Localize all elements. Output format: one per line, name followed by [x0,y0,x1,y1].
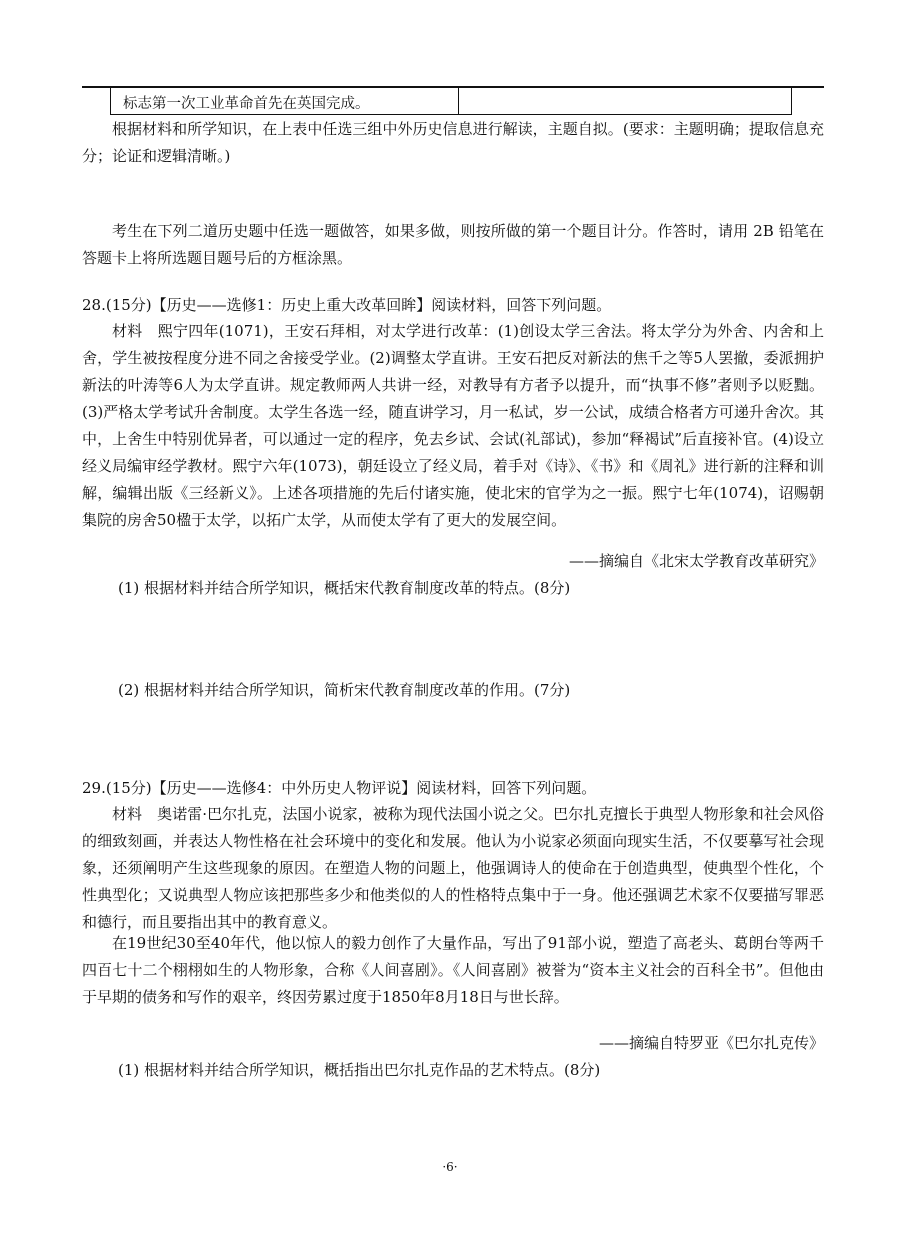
q28-header: 28.(15分)【历史——选修1：历史上重大改革回眸】阅读材料，回答下列问题。 [82,296,612,314]
q28-material: 材料 熙宁四年(1071)，王安石拜相，对太学进行改革：(1)创设太学三舍法。将太学分为外舍、内舍和上舍，学生被按程度分进不同之舍接受学业。(2)调整太学直讲。王安石把反对新法的焦千之等5人罢撤，委派拥护新法的叶涛等6人为太学直讲。规定教师两人共讲一经，对教导有方者予以提升，而“执事不修”者则予以贬黜。(3)严格太学考试升舍制度。太学生各选一经，随直讲学习，月一私试，岁一公试，成绩合格者方可递升舍次。其中，上舍生中特别优异者，可以通过一定的程序，免去乡试、会试(礼部试)，参加“释褐试”后直接补官。(4)设立经义局编审经学教材。熙宁六年(1073)，朝廷设立了经义局，着手对《诗》、《书》和《周礼》进行新的注释和训解，编辑出版《三经新义》。上述各项措施的先后付诸实施，使北宋的官学为之一振。熙宁七年(1074)，诏赐朝集院的房舍50楹于太学，以拓广太学，从而使太学有了更大的发展空间。 [82,322,824,529]
table-cell-left: 标志第一次工业革命首先在英国完成。 [111,88,459,114]
q29-header: 29.(15分)【历史——选修4：中外历史人物评说】阅读材料，回答下列问题。 [82,779,597,797]
q29-material-p2: 在19世纪30至40年代，他以惊人的毅力创作了大量作品，写出了91部小说，塑造了高老头、葛朗台等两千四百七十二个栩栩如生的人物形象，合称《人间喜剧》。《人间喜剧》被誉为“资本主义社会的百科全书”。但他由于早期的债务和写作的艰辛，终因劳累过度于1850年8月18日与世长辞。 [82,934,824,1006]
info-table-row [110,88,792,115]
q29-source: ——摘编自特罗亚《巴尔扎克传》 [598,1034,824,1052]
q28-source: ——摘编自《北宋太学教育改革研究》 [568,552,824,570]
q28-sub2: (2) 根据材料并结合所学知识，简析宋代教育制度改革的作用。(7分) [118,681,571,699]
q28-sub1: (1) 根据材料并结合所学知识，概括宋代教育制度改革的特点。(8分) [118,579,571,597]
table-cell-right [459,88,791,114]
instruction-text: 根据材料和所学知识，在上表中任选三组中外历史信息进行解读，主题自拟。(要求：主题明确；提取信息充分；论证和逻辑清晰。) [82,120,824,165]
q29-material-p1: 材料 奥诺雷·巴尔扎克，法国小说家，被称为现代法国小说之父。巴尔扎克擅长于典型人物形象和社会风俗的细致刻画，并表达人物性格在社会环境中的变化和发展。他认为小说家必须面向现实生活，不仅要摹写社会现象，还须阐明产生这些现象的原因。在塑造人物的问题上，他强调诗人的使命在于创造典型，使典型个性化，个性典型化；又说典型人物应该把那些多少和他类似的人的性格特点集中于一身。他还强调艺术家不仅要描写罪恶和德行，而且要指出其中的教育意义。 [82,805,824,931]
page-number: ·6· [442,1160,458,1174]
q29-sub1: (1) 根据材料并结合所学知识，概括指出巴尔扎克作品的艺术特点。(8分) [118,1061,601,1079]
choice-note: 考生在下列二道历史题中任选一题做答，如果多做，则按所做的第一个题目计分。作答时，请用 2B 铅笔在答题卡上将所选题目题号后的方框涂黑。 [82,222,824,267]
